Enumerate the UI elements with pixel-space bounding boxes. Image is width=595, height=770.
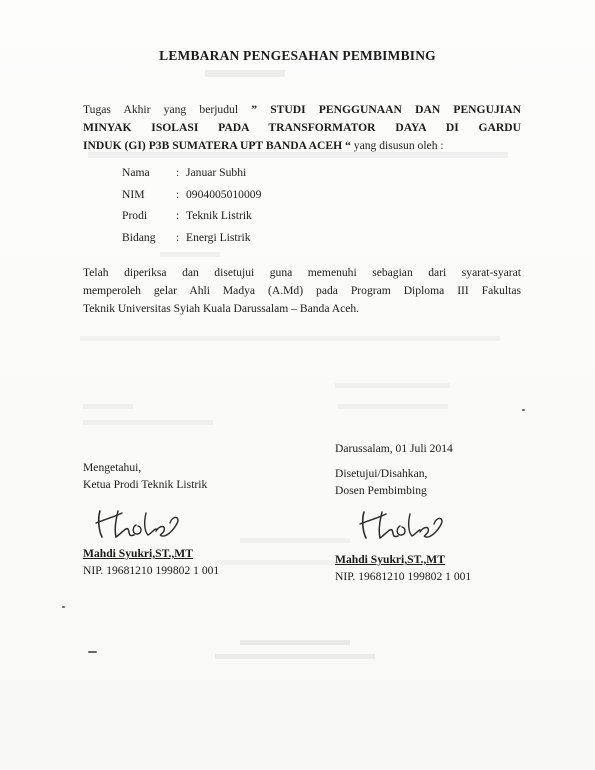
- field-label: Bidang: [122, 230, 156, 244]
- approval-line: memperoleh gelar Ahli Madya (A.Md) pada Program Diploma III Fakultas: [83, 284, 521, 297]
- signer-role: Ketua Prodi Teknik Listrik: [83, 478, 208, 491]
- approval-paragraph: [83, 264, 521, 318]
- acknowledged-label: Mengetahui,: [83, 461, 142, 474]
- bleed-through-mark: [240, 538, 350, 543]
- intro-text: Tugas Akhir yang berjudul: [83, 103, 252, 116]
- bleed-through-mark: [160, 252, 220, 257]
- scan-speck: [522, 409, 525, 411]
- bleed-through-mark: [215, 654, 375, 659]
- field-label: Prodi: [122, 209, 148, 222]
- field-colon: :: [176, 230, 180, 244]
- signer-nip: NIP. 19681210 199802 1 001: [335, 570, 472, 583]
- thesis-title-part: ” STUDI PENGGUNAAN DAN PENGUJIAN: [251, 103, 521, 116]
- page-title: LEMBARAN PENGESAHAN PEMBIMBING: [159, 48, 436, 63]
- field-row-nama: [122, 166, 261, 188]
- signer-name: Mahdi Syukri,ST.,MT: [335, 553, 445, 566]
- intro-paragraph: [83, 101, 521, 155]
- bleed-through-mark: [205, 70, 285, 77]
- field-value: Teknik Listrik: [186, 209, 252, 222]
- signer-name: Mahdi Syukri,ST.,MT: [83, 547, 193, 560]
- approval-line: Telah diperiksa dan disetujui guna memenuhi sebagian dari syarat-syarat: [83, 266, 521, 279]
- field-value: Januar Subhi: [186, 166, 247, 179]
- bleed-through-mark: [240, 640, 350, 645]
- student-info: [122, 166, 261, 252]
- intro-line-3: [83, 137, 521, 155]
- field-label: NIM: [122, 187, 145, 201]
- field-value: Energi Listrik: [186, 230, 251, 244]
- scan-speck: [88, 651, 97, 653]
- field-colon: :: [176, 187, 180, 201]
- signer-role: Dosen Pembimbing: [335, 484, 427, 497]
- handwritten-signature-right: [356, 504, 451, 544]
- field-row-bidang: [122, 231, 261, 253]
- bleed-through-mark: [83, 404, 133, 409]
- approved-label: Disetujui/Disahkan,: [335, 467, 428, 480]
- field-value: 0904005010009: [186, 187, 262, 201]
- bleed-through-mark: [83, 420, 213, 425]
- field-row-prodi: [122, 209, 261, 231]
- approval-line: Teknik Universitas Syiah Kuala Darussalam – Banda Aceh.: [83, 302, 360, 315]
- bleed-through-mark: [335, 383, 450, 388]
- bleed-through-mark: [80, 336, 500, 341]
- signer-nip: NIP. 19681210 199802 1 001: [83, 564, 220, 577]
- field-colon: :: [176, 209, 180, 222]
- intro-line-1: [83, 101, 521, 119]
- handwritten-signature-left: [92, 503, 187, 543]
- intro-text: yang disusun oleh :: [350, 139, 444, 152]
- thesis-title-part: MINYAK ISOLASI PADA TRANSFORMATOR DAYA DI GARDU: [83, 121, 521, 134]
- field-colon: :: [176, 166, 180, 179]
- scan-speck: [62, 606, 65, 608]
- signing-date: Darussalam, 01 Juli 2014: [335, 442, 453, 455]
- bleed-through-mark: [338, 404, 448, 409]
- thesis-title-part: INDUK (GI) P3B SUMATERA UPT BANDA ACEH “: [83, 139, 351, 152]
- field-label: Nama: [122, 166, 150, 179]
- field-row-nim: [122, 188, 261, 210]
